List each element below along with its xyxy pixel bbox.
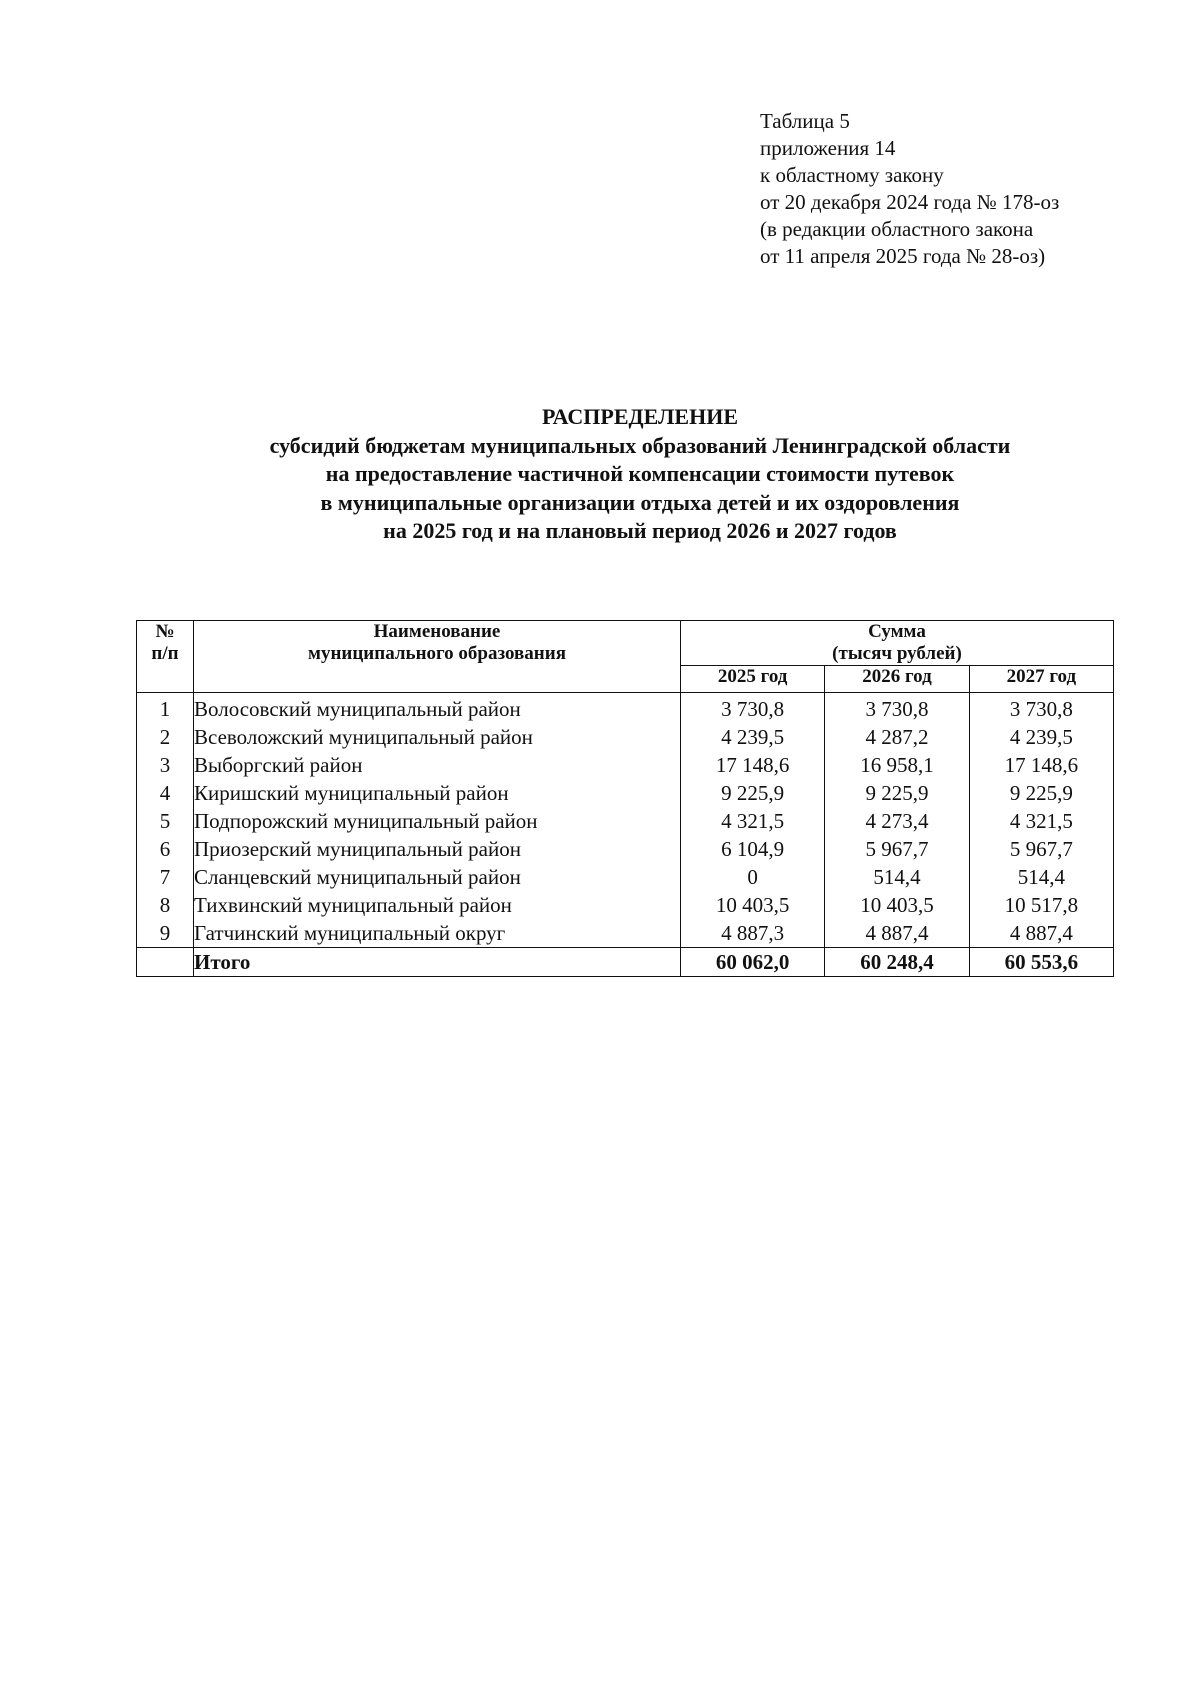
row-municipality: Подпорожский муниципальный район — [194, 807, 681, 835]
header-number-label: № — [155, 621, 175, 642]
total-number-cell — [137, 948, 194, 977]
row-municipality: Выборгский район — [194, 751, 681, 779]
row-number: 2 — [137, 723, 194, 751]
table-row — [137, 779, 1114, 807]
header-line: к областному закону — [760, 163, 944, 187]
header-cell-name — [194, 621, 681, 693]
header-year-2027: 2027 год — [969, 666, 1113, 693]
header-line: приложения 14 — [760, 136, 896, 160]
table-row — [137, 807, 1114, 835]
row-value-2026: 5 967,7 — [825, 835, 969, 863]
row-value-2027: 17 148,6 — [969, 751, 1113, 779]
distribution-table — [136, 620, 1114, 977]
row-value-2025: 0 — [681, 863, 825, 891]
header-line: от 11 апреля 2025 года № 28-оз) — [760, 244, 1046, 268]
header-sum-label: Сумма — [868, 621, 926, 642]
row-number: 1 — [137, 693, 194, 724]
table-row — [137, 863, 1114, 891]
table-row — [137, 693, 1114, 724]
row-value-2027: 3 730,8 — [969, 693, 1113, 724]
table-row — [137, 723, 1114, 751]
row-value-2027: 4 239,5 — [969, 723, 1113, 751]
row-value-2025: 3 730,8 — [681, 693, 825, 724]
row-value-2026: 3 730,8 — [825, 693, 969, 724]
row-value-2026: 4 273,4 — [825, 807, 969, 835]
row-municipality: Гатчинский муниципальный округ — [194, 919, 681, 948]
row-value-2027: 9 225,9 — [969, 779, 1113, 807]
table-row — [137, 835, 1114, 863]
total-value-2026: 60 248,4 — [825, 948, 969, 977]
row-number: 6 — [137, 835, 194, 863]
header-line: Таблица 5 — [760, 109, 850, 133]
row-municipality: Приозерский муниципальный район — [194, 835, 681, 863]
row-value-2027: 10 517,8 — [969, 891, 1113, 919]
row-municipality: Волосовский муниципальный район — [194, 693, 681, 724]
row-value-2025: 17 148,6 — [681, 751, 825, 779]
document-title — [100, 403, 1180, 546]
row-value-2025: 4 321,5 — [681, 807, 825, 835]
header-cell-sum — [681, 621, 1114, 666]
total-value-2027: 60 553,6 — [969, 948, 1113, 977]
row-value-2025: 4 887,3 — [681, 919, 825, 948]
table-row — [137, 891, 1114, 919]
row-number: 9 — [137, 919, 194, 948]
header-name-sublabel: муниципального образования — [308, 643, 566, 664]
title-line: субсидий бюджетам муниципальных образований Ленинградской области — [269, 432, 1011, 458]
row-municipality: Тихвинский муниципальный район — [194, 891, 681, 919]
row-value-2027: 5 967,7 — [969, 835, 1113, 863]
title-line: на предоставление частичной компенсации стоимости путевок — [325, 461, 955, 486]
header-sum-unit: (тысяч рублей) — [832, 643, 962, 664]
table-row — [137, 919, 1114, 948]
row-number: 4 — [137, 779, 194, 807]
row-value-2026: 4 887,4 — [825, 919, 969, 948]
title-line: в муниципальные организации отдыха детей и их оздоровления — [320, 489, 960, 515]
title-line: на 2025 год и на плановый период 2026 и 2027 годов — [383, 518, 897, 543]
row-value-2027: 4 887,4 — [969, 919, 1113, 948]
row-municipality: Киришский муниципальный район — [194, 779, 681, 807]
header-line: от 20 декабря 2024 года № 178-оз — [760, 190, 1060, 214]
header-line: (в редакции областного закона — [760, 217, 1034, 241]
row-value-2027: 514,4 — [969, 863, 1113, 891]
header-year-2025: 2025 год — [681, 666, 825, 693]
row-value-2026: 16 958,1 — [825, 751, 969, 779]
row-value-2027: 4 321,5 — [969, 807, 1113, 835]
table-row — [137, 751, 1114, 779]
row-value-2025: 9 225,9 — [681, 779, 825, 807]
header-number-sublabel: п/п — [151, 643, 179, 664]
title-line: РАСПРЕДЕЛЕНИЕ — [541, 404, 738, 429]
header-year-2026: 2026 год — [825, 666, 969, 693]
row-number: 5 — [137, 807, 194, 835]
row-municipality: Сланцевский муниципальный район — [194, 863, 681, 891]
row-number: 8 — [137, 891, 194, 919]
row-value-2026: 4 287,2 — [825, 723, 969, 751]
total-value-2025: 60 062,0 — [681, 948, 825, 977]
row-value-2026: 9 225,9 — [825, 779, 969, 807]
total-row — [137, 948, 1114, 977]
row-value-2025: 6 104,9 — [681, 835, 825, 863]
row-value-2025: 10 403,5 — [681, 891, 825, 919]
header-cell-number — [137, 621, 194, 693]
total-label: Итого — [194, 948, 681, 977]
header-name-label: Наименование — [373, 621, 501, 642]
row-number: 3 — [137, 751, 194, 779]
row-value-2026: 514,4 — [825, 863, 969, 891]
row-number: 7 — [137, 863, 194, 891]
row-value-2026: 10 403,5 — [825, 891, 969, 919]
row-municipality: Всеволожский муниципальный район — [194, 723, 681, 751]
row-value-2025: 4 239,5 — [681, 723, 825, 751]
appendix-header — [760, 108, 1059, 270]
